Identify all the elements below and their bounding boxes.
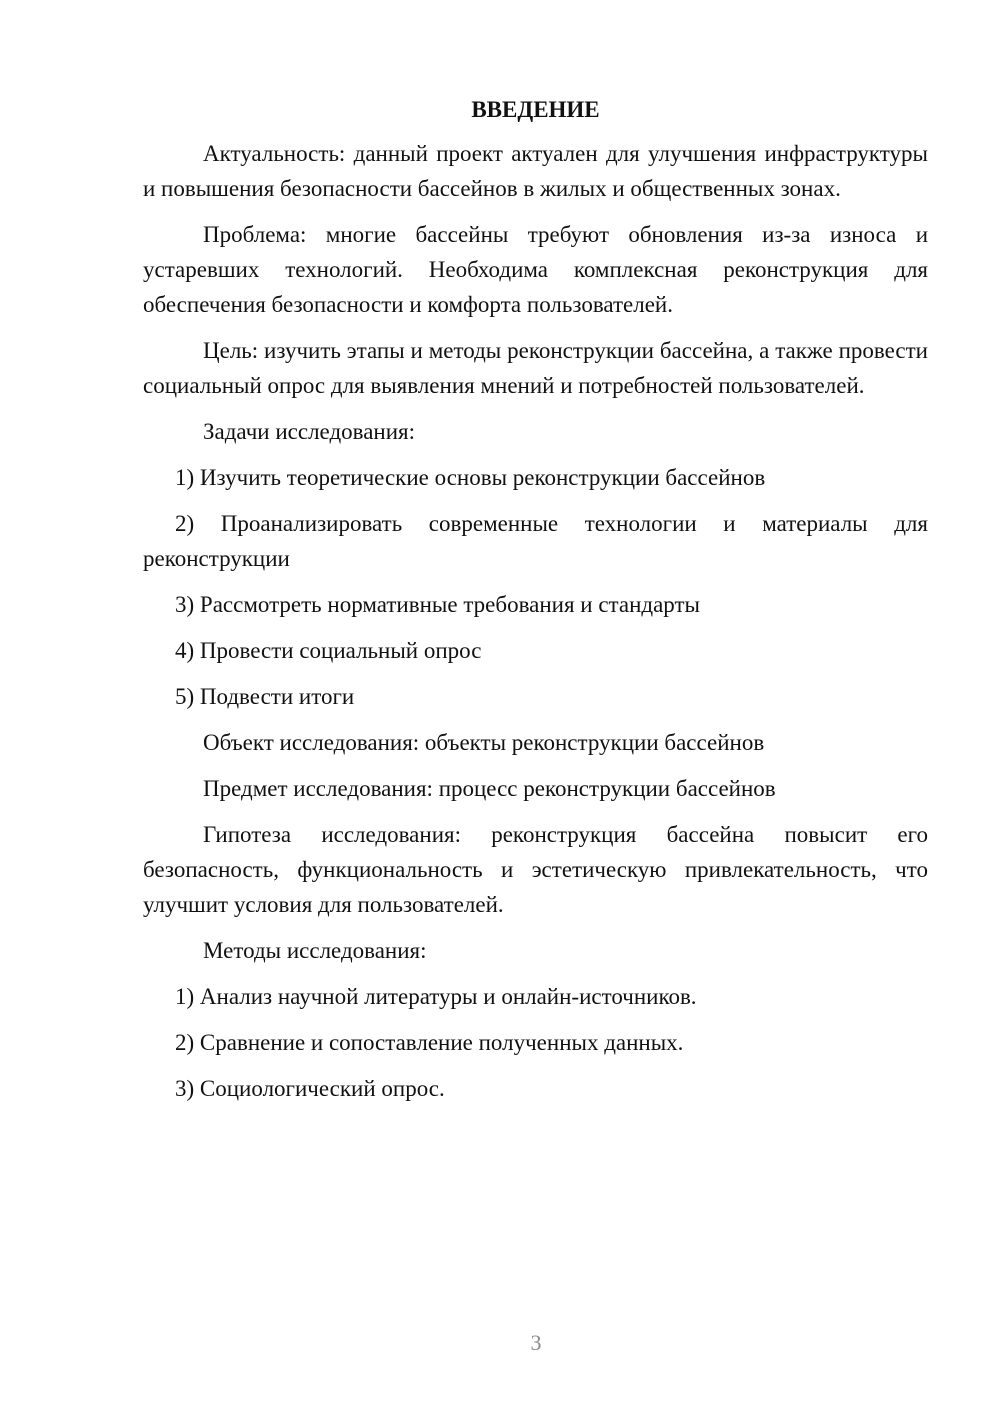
method-item: 3) Социологический опрос. xyxy=(175,1076,445,1101)
subject-paragraph: Предмет исследования: процесс реконструкции бассейнов xyxy=(203,776,776,801)
page-content xyxy=(143,92,928,1117)
task-item: 3) Рассмотреть нормативные требования и стандарты xyxy=(175,592,701,617)
page-title: ВВЕДЕНИЕ xyxy=(471,97,600,122)
tasks-heading: Задачи исследования: xyxy=(203,419,416,444)
goal-paragraph: Цель: изучить этапы и методы реконструкции бассейна, а также провести социальный опрос для выявления мнений и потребностей пользователей. xyxy=(143,338,928,398)
task-item: 4) Провести социальный опрос xyxy=(175,638,482,663)
method-item: 2) Сравнение и сопоставление полученных данных. xyxy=(175,1030,684,1055)
hypothesis-paragraph: Гипотеза исследования: реконструкция бассейна повысит его безопасность, функциональность и эстетическую привлекательность, что улучшит условия для пользователей. xyxy=(143,822,928,917)
task-item: 5) Подвести итоги xyxy=(175,684,355,709)
problem-paragraph: Проблема: многие бассейны требуют обновления из-за износа и устаревших технологий. Необходима комплексная реконструкция для обеспечения безопасности и комфорта пользователей. xyxy=(143,222,928,317)
method-item: 1) Анализ научной литературы и онлайн-источников. xyxy=(175,984,697,1009)
relevance-paragraph: Актуальность: данный проект актуален для улучшения инфраструктуры и повышения безопасности бассейнов в жилых и общественных зонах. xyxy=(143,141,928,201)
methods-heading: Методы исследования: xyxy=(203,938,427,963)
task-item: 1) Изучить теоретические основы реконструкции бассейнов xyxy=(175,465,766,490)
page-number: 3 xyxy=(530,1330,542,1355)
task-item: 2) Проанализировать современные технологии и материалы для реконструкции xyxy=(143,511,928,571)
object-paragraph: Объект исследования: объекты реконструкции бассейнов xyxy=(203,730,765,755)
